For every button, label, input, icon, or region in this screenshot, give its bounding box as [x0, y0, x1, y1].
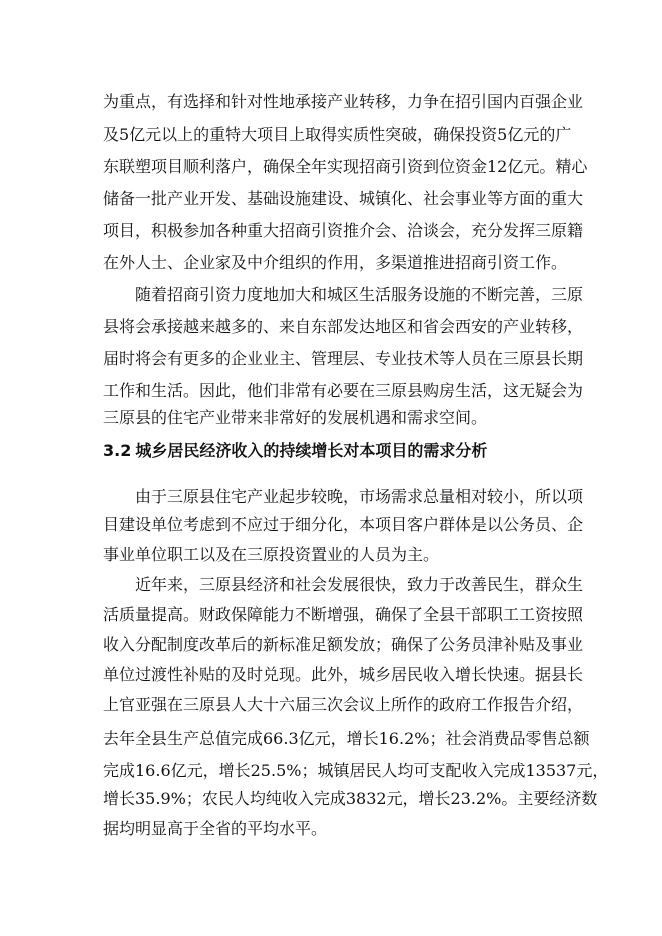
paragraph-line: 及5亿元以上的重特大项目上取得实质性突破，确保投资5亿元的广	[103, 125, 572, 144]
paragraph-line: 去年全县生产总值完成66.3亿元，增长16.2%；社会消费品零售总额	[103, 729, 590, 748]
paragraph-line: 事业单位职工以及在三原投资置业的人员为主。	[103, 545, 440, 564]
paragraph-line: 完成16.6亿元，增长25.5%；城镇居民人均可支配收入完成13537元，	[103, 761, 609, 780]
paragraph-line: 由于三原县住宅产业起步较晚，市场需求总量相对较小，所以项	[135, 487, 584, 506]
paragraph-line: 届时将会有更多的企业业主、管理层、专业技术等人员在三原县长期	[103, 349, 584, 368]
paragraph-line: 单位过渡性补贴的及时兑现。此外，城乡居民收入增长快速。据县长	[103, 665, 584, 684]
paragraph-line: 在外人士、企业家及中介组织的作用，多渠道推进招商引资工作。	[103, 253, 568, 272]
paragraph-line: 近年来，三原县经济和社会发展很快，致力于改善民生，群众生	[135, 575, 584, 594]
paragraph-line: 增长35.9%；农民人均纯收入完成3832元，增长23.2%。主要经济数	[103, 789, 598, 808]
paragraph-line: 储备一批产业开发、基础设施建设、城镇化、社会事业等方面的重大	[103, 189, 584, 208]
paragraph-line: 收入分配制度改革后的新标准足额发放；确保了公务员津补贴及事业	[103, 635, 584, 654]
paragraph-line: 项目，积极参加各种重大招商引资推介会、洽谈会，充分发挥三原籍	[103, 221, 584, 240]
paragraph-line: 三原县的住宅产业带来非常好的发展机遇和需求空间。	[103, 408, 488, 427]
paragraph-line: 据均明显高于全省的平均水平。	[103, 819, 328, 838]
paragraph-line: 县将会承接越来越多的、来自东部发达地区和省会西安的产业转移，	[103, 317, 584, 336]
section-title: 城乡居民经济收入的持续增长对本项目的需求分析	[135, 441, 488, 460]
section-number: 3.2	[103, 441, 132, 460]
section-heading	[103, 440, 487, 462]
paragraph-line: 上官亚强在三原县人大十六届三次会议上所作的政府工作报告介绍，	[103, 695, 584, 714]
paragraph-line: 为重点，有选择和针对性地承接产业转移，力争在招引国内百强企业	[103, 92, 584, 111]
paragraph-line: 目建设单位考虑到不应过于细分化，本项目客户群体是以公务员、企	[103, 515, 584, 534]
paragraph-line: 工作和生活。因此，他们非常有必要在三原县购房生活，这无疑会为	[103, 381, 584, 400]
paragraph-line: 东联塑项目顺利落户，确保全年实现招商引资到位资金12亿元。精心	[103, 157, 588, 176]
paragraph-line: 随着招商引资力度地加大和城区生活服务设施的不断完善，三原	[135, 285, 584, 304]
paragraph-line: 活质量提高。财政保障能力不断增强，确保了全县干部职工工资按照	[103, 605, 584, 624]
